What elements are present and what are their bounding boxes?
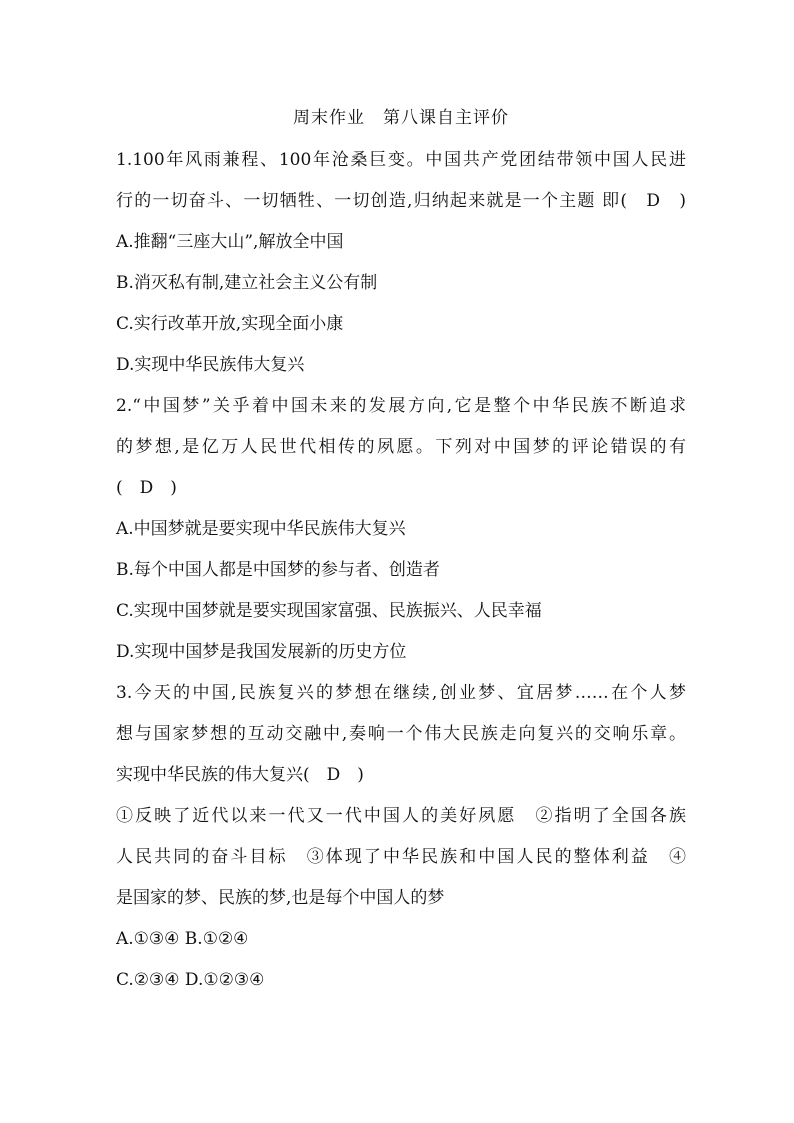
- question-2-stem-line-1: 2.“中国梦”关乎着中国未来的发展方向,它是整个中华民族不断追求: [116, 396, 686, 416]
- question-1-option-b: B.消灭私有制,建立社会主义公有制: [116, 273, 378, 293]
- question-3-stem-line-1: 3.今天的中国,民族复兴的梦想在继续,创业梦、宜居梦……在个人梦: [116, 683, 686, 703]
- question-1-stem-line-1: 1.100年风雨兼程、100年沧桑巨变。中国共产党团结带领中国人民进: [116, 150, 686, 170]
- question-2-option-b: B.每个中国人都是中国梦的参与者、创造者: [116, 560, 440, 580]
- question-3-statement-line-3: 是国家的梦、民族的梦,也是每个中国人的梦: [116, 888, 445, 908]
- question-2-option-a: A.中国梦就是要实现中华民族伟大复兴: [116, 519, 406, 539]
- question-2-option-d: D.实现中国梦是我国发展新的历史方位: [116, 642, 407, 662]
- question-3-statement-line-2: 人民共同的奋斗目标 ③体现了中华民族和中国人民的整体利益 ④: [116, 847, 686, 867]
- question-1-stem-line-2: 行的一切奋斗、一切牺牲、一切创造,归纳起来就是一个主题 即( D ): [116, 191, 686, 211]
- question-3-stem-line-3: 实现中华民族的伟大复兴( D ): [116, 765, 364, 785]
- question-3-statement-line-1: ①反映了近代以来一代又一代中国人的美好夙愿 ②指明了全国各族: [116, 806, 686, 826]
- worksheet-page: [116, 100, 686, 1001]
- question-1-option-a: A.推翻“三座大山”,解放全中国: [116, 232, 344, 252]
- question-2-answer-bracket: ( D ): [116, 478, 177, 498]
- question-2-stem-line-2: 的梦想,是亿万人民世代相传的夙愿。下列对中国梦的评论错误的有: [116, 437, 686, 457]
- question-1-option-d: D.实现中华民族伟大复兴: [116, 355, 305, 375]
- question-2: [116, 386, 686, 673]
- question-1-option-c: C.实行改革开放,实现全面小康: [116, 314, 344, 334]
- question-2-option-c: C.实现中国梦就是要实现国家富强、民族振兴、人民幸福: [116, 601, 542, 621]
- question-3-options-cd: C.②③④ D.①②③④: [116, 970, 265, 990]
- question-1: [116, 140, 686, 386]
- page-title: 周末作业 第八课自主评价: [293, 108, 509, 128]
- question-3-options-ab: A.①③④ B.①②④: [116, 929, 249, 949]
- question-3: [116, 673, 686, 1001]
- question-3-stem-line-2: 想与国家梦想的互动交融中,奏响一个伟大民族走向复兴的交响乐章。: [116, 724, 686, 744]
